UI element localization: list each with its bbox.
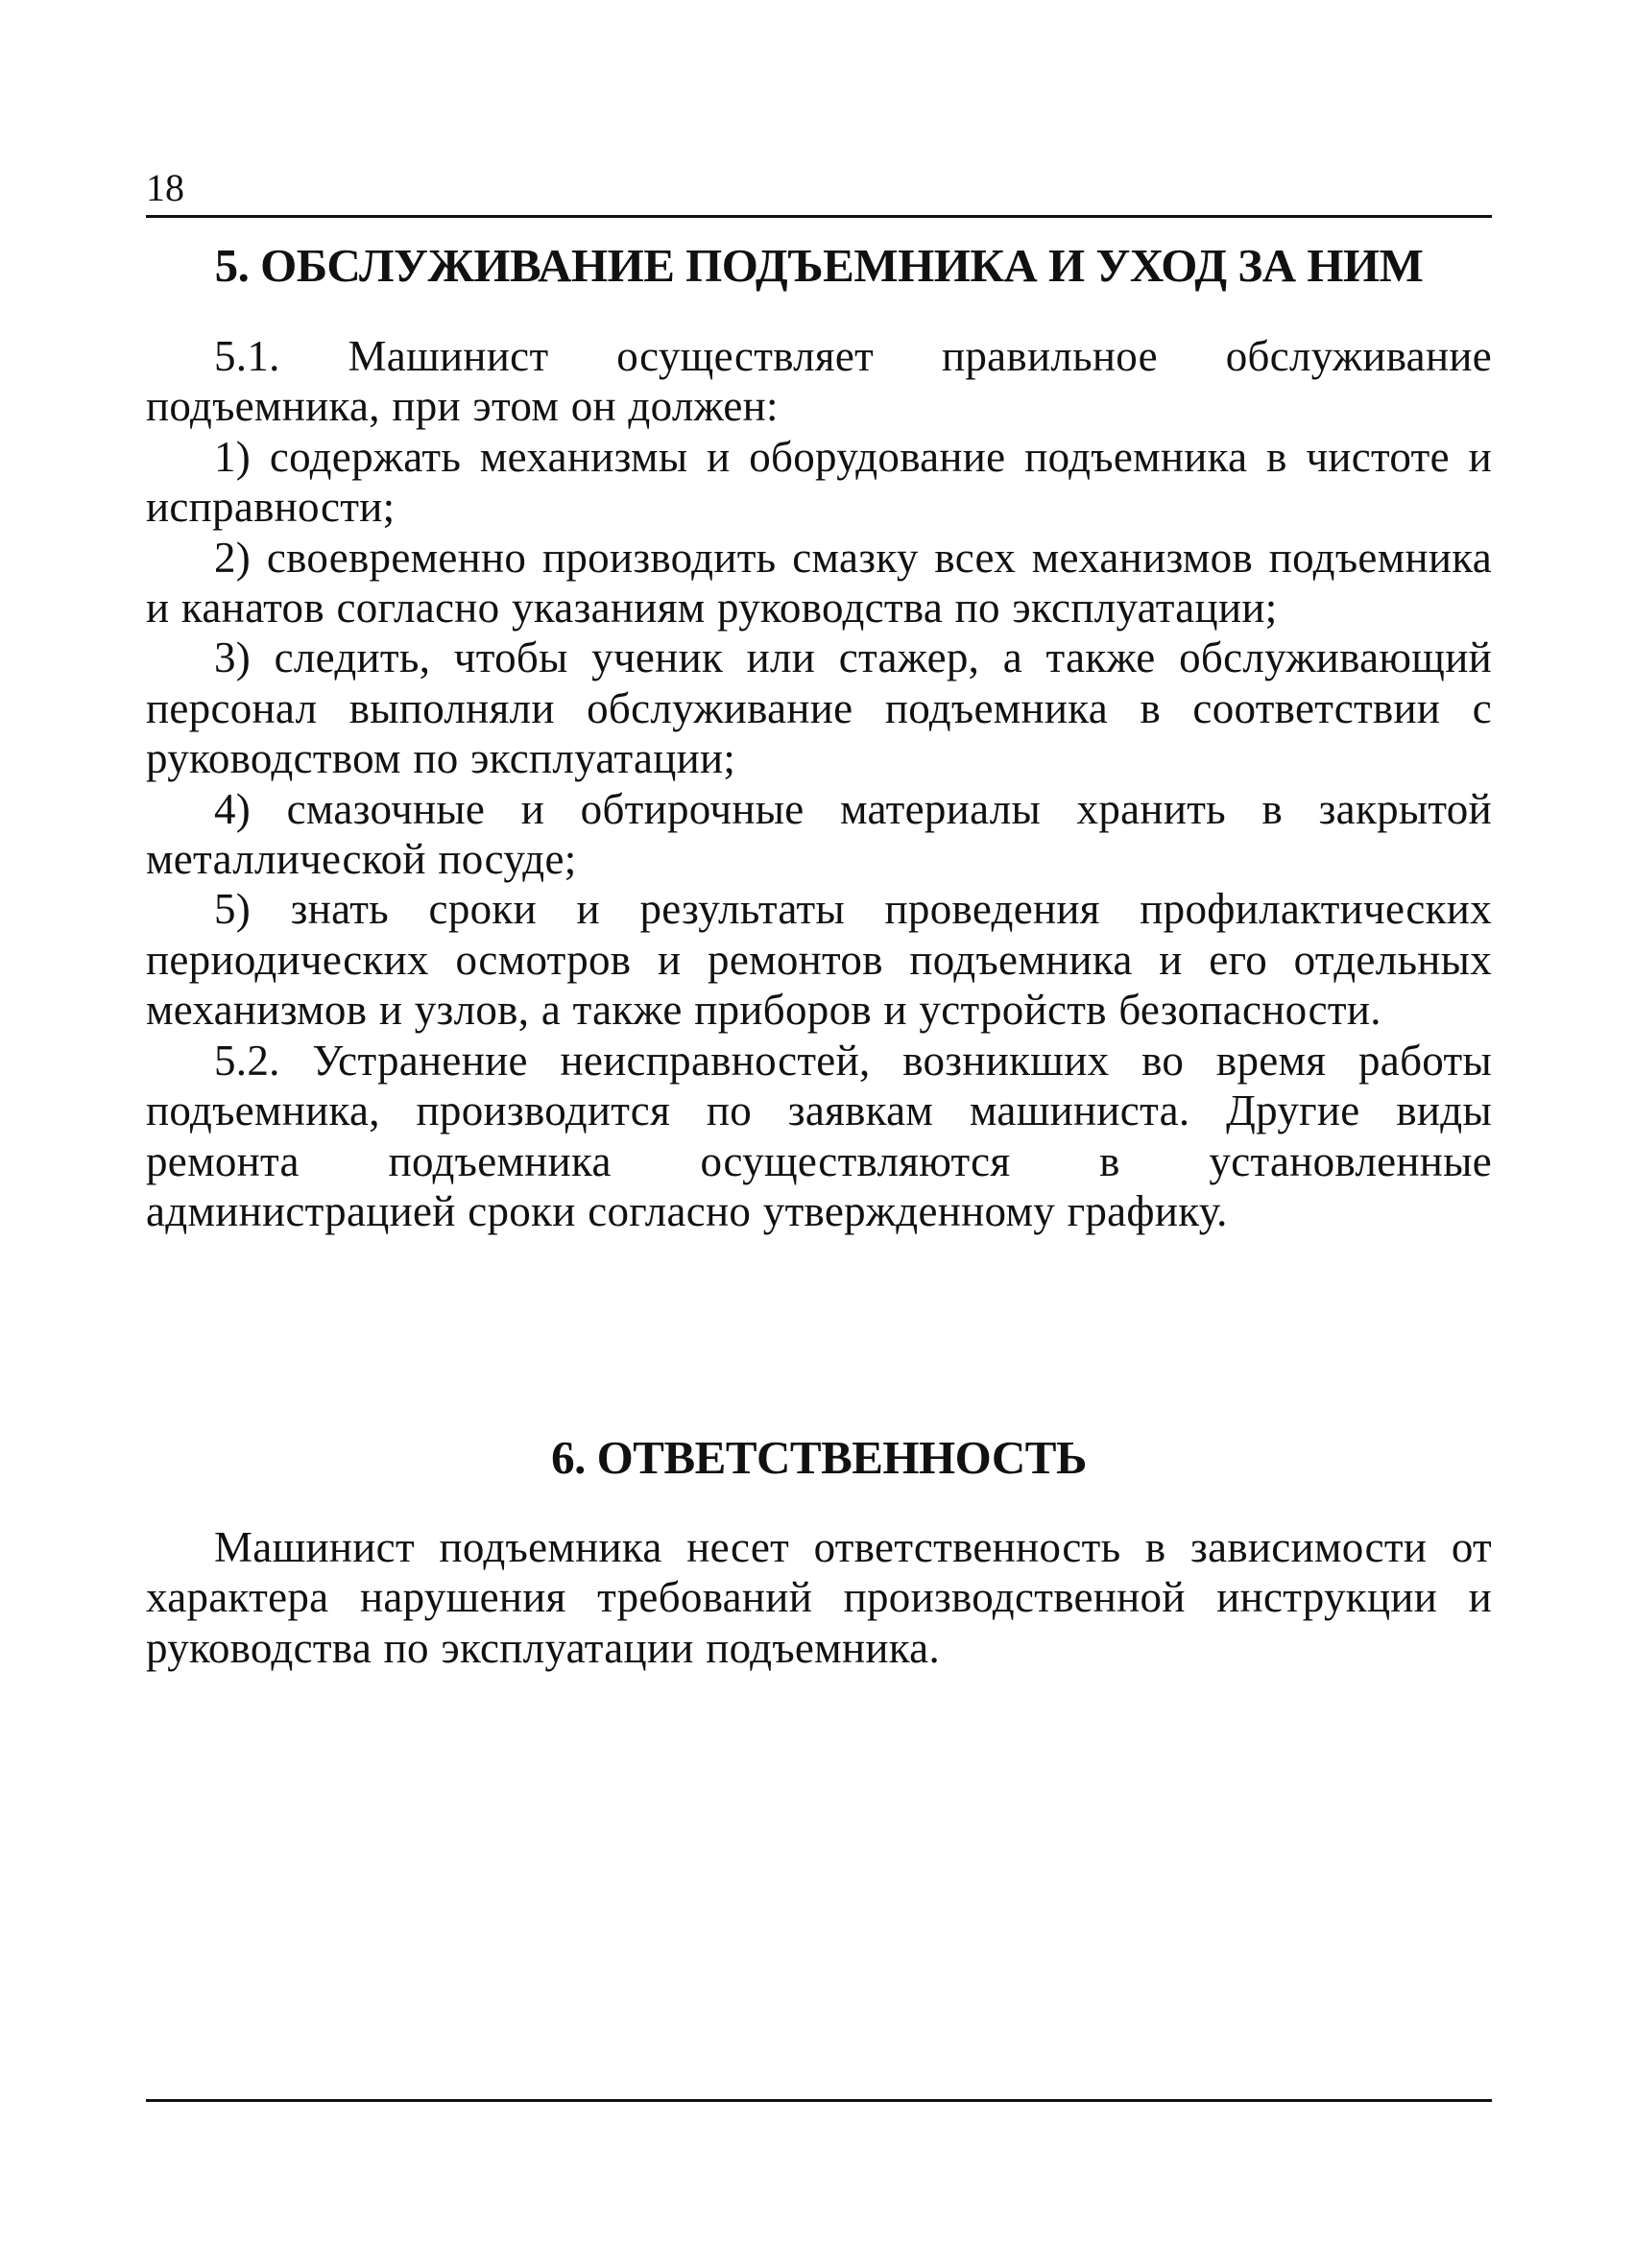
- list-item-2: 2) своевременно производить смазку всех механизмов подъемника и канатов согласно указаниям руководства по эксплуатации;: [146, 533, 1492, 633]
- list-item-4: 4) смазочные и обтирочные материалы хранить в закрытой металлической посуде;: [146, 784, 1492, 884]
- list-item-1: 1) содержать механизмы и оборудование подъемника в чистоте и исправности;: [146, 432, 1492, 532]
- page-number: 18: [146, 166, 184, 209]
- list-item-5: 5) знать сроки и результаты проведения профилактических периодических осмотров и ремонтов подъемника и его отдельных механизмов и узлов, а также приборов и устройств безопасности.: [146, 885, 1492, 1035]
- list-item-3: 3) следить, чтобы ученик или стажер, а также обслуживающий персонал выполняли обслуживание подъемника в соответствии с руководством по эксплуатации;: [146, 633, 1492, 783]
- paragraph-5-1: 5.1. Машинист осуществляет правильное обслуживание подъемника, при этом он должен:: [146, 332, 1492, 431]
- paragraph-6: Машинист подъемника несет ответственность в зависимости от характера нарушения требований производственной инструкции и руководства по эксплуатации подъемника.: [146, 1523, 1492, 1672]
- section-5-body: [146, 331, 1492, 1236]
- header-rule: [146, 215, 1492, 218]
- section-6-heading: 6. ОТВЕТСТВЕННОСТЬ: [551, 1431, 1087, 1484]
- section-5-heading: 5. ОБСЛУЖИВАНИЕ ПОДЪЕМНИКА И УХОД ЗА НИМ: [214, 239, 1424, 292]
- footer-rule: [146, 2099, 1492, 2102]
- section-6-body: [146, 1522, 1492, 1673]
- paragraph-5-2: 5.2. Устранение неисправностей, возникших во время работы подъемника, производится по заявкам машиниста. Другие виды ремонта подъемника осуществляются в установленные администрацией сроки согласно утвержденному графику.: [146, 1036, 1492, 1235]
